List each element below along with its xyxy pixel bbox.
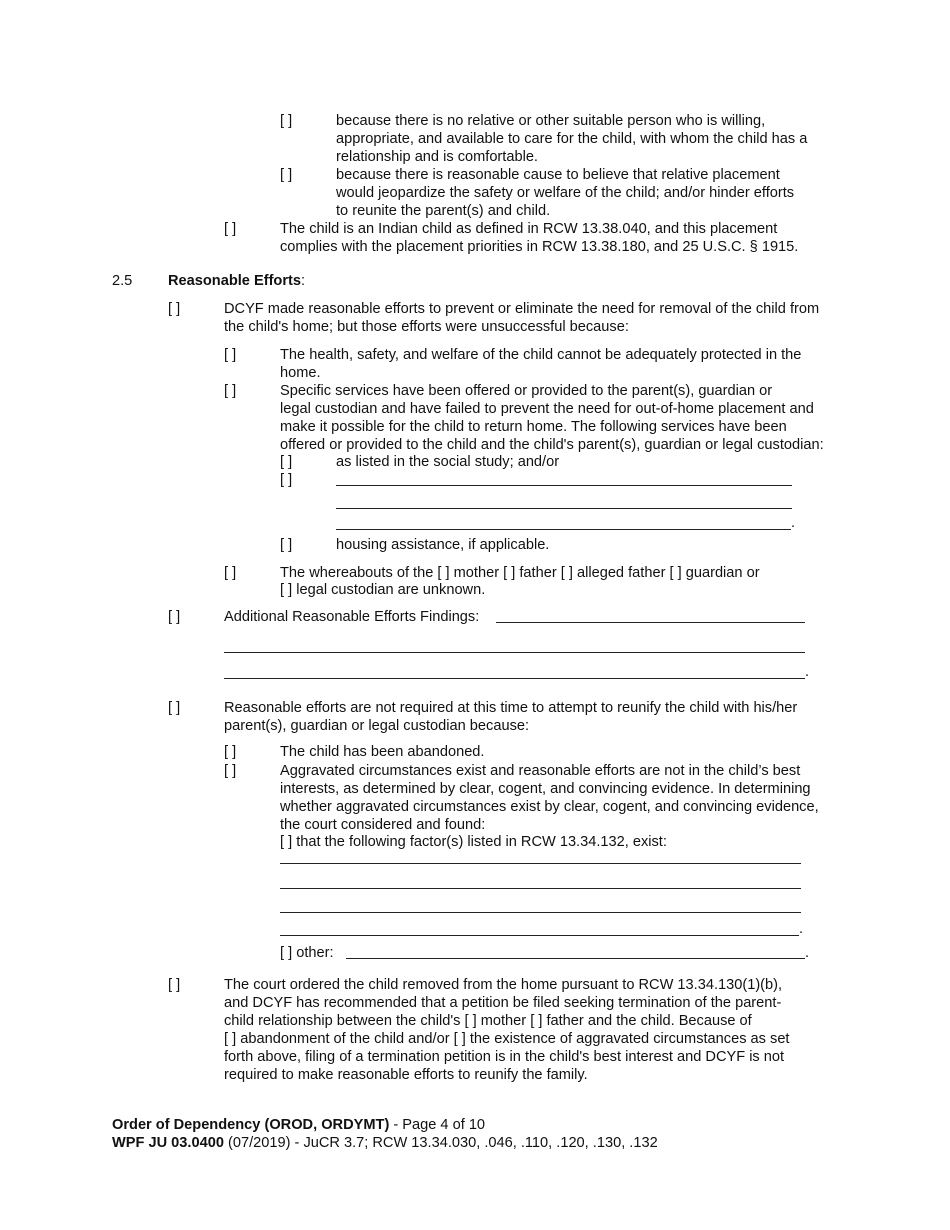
checkbox-whereabouts[interactable]: [ ] xyxy=(224,565,237,581)
footer-citation: WPF JU 03.0400 (07/2019) - JuCR 3.7; RCW 13.34.030, .046, .110, .120, .130, .132 xyxy=(112,1135,658,1151)
checkbox-no-relative[interactable]: [ ] xyxy=(280,113,293,129)
factors-line-4[interactable] xyxy=(280,935,799,936)
checkbox-termination-mother[interactable]: [ ] xyxy=(464,1013,477,1029)
checkbox-termination-aggravated[interactable]: [ ] xyxy=(453,1031,466,1047)
other-services-period: . xyxy=(791,515,796,531)
footer-title: Order of Dependency (OROD, ORDYMT) - Page 4 of 10 xyxy=(112,1117,486,1133)
section-number: 2.5 xyxy=(112,273,133,289)
section-title: Reasonable Efforts: xyxy=(168,273,306,289)
additional-findings-line-1[interactable] xyxy=(496,622,805,623)
checkbox-factors[interactable]: [ ] xyxy=(280,834,293,850)
checkbox-specific-services[interactable]: [ ] xyxy=(224,383,237,399)
other-period: . xyxy=(805,945,810,961)
checkbox-abandoned[interactable]: [ ] xyxy=(224,744,237,760)
checkbox-whereabouts-mother[interactable]: [ ] xyxy=(437,565,450,581)
reasonable-cause-text: because there is reasonable cause to believe that relative placement would jeopardize the safety or welfare of the child; and/or hinder efforts to reunite the parent(s) and child. xyxy=(336,167,795,219)
other-services-line-3[interactable] xyxy=(336,529,791,530)
other-line[interactable] xyxy=(346,958,805,959)
checkbox-housing[interactable]: [ ] xyxy=(280,537,293,553)
whereabouts-line-2: [ ] legal custodian are unknown. xyxy=(280,582,486,598)
housing-text: housing assistance, if applicable. xyxy=(336,537,550,553)
specific-services-text: Specific services have been offered or provided to the parent(s), guardian or legal custodian and have failed to prevent the need for out-of-home placement and make it possible for the child to return home. The following services have been offered or provided to the child and the child's parent(s), guardian or legal custodian: xyxy=(280,383,824,453)
social-study-text: as listed in the social study; and/or xyxy=(336,454,560,470)
other-services-line-2[interactable] xyxy=(336,508,792,509)
checkbox-indian-child[interactable]: [ ] xyxy=(224,221,237,237)
factors-line-1[interactable] xyxy=(280,863,801,864)
checkbox-other[interactable]: [ ] xyxy=(280,945,293,961)
additional-findings-line-2[interactable] xyxy=(224,652,805,653)
factors-line-2[interactable] xyxy=(280,888,801,889)
whereabouts-line-1: The whereabouts of the [ ] mother [ ] father [ ] alleged father [ ] guardian or xyxy=(280,565,760,581)
factors-line-3[interactable] xyxy=(280,912,801,913)
checkbox-health-safety[interactable]: [ ] xyxy=(224,347,237,363)
abandoned-text: The child has been abandoned. xyxy=(280,744,485,760)
factors-period: . xyxy=(799,921,804,937)
not-required-text: Reasonable efforts are not required at this time to attempt to reunify the child with his/her parent(s), guardian or legal custodian because: xyxy=(224,700,798,734)
checkbox-termination-abandonment[interactable]: [ ] xyxy=(224,1031,237,1047)
additional-findings-period: . xyxy=(805,664,810,680)
checkbox-whereabouts-guardian[interactable]: [ ] xyxy=(669,565,682,581)
termination-text: The court ordered the child removed from the home pursuant to RCW 13.34.130(1)(b), and DCYF has recommended that a petition be filed seeking termination of the parent- child relationship between the child's [ ] mother [ ] father and the child. Because of [ ] abandonment of the child and/or [ ] the existence of aggravated circumstances as set forth above, filing of a termination petition is in the child's best interest and DCYF is not required to make reasonable efforts to reunify the family. xyxy=(224,977,790,1083)
indian-child-text: The child is an Indian child as defined in RCW 13.38.040, and this placement complies with the placement priorities in RCW 13.38.180, and 25 U.S.C. § 1915. xyxy=(280,221,799,255)
dcyf-made-efforts-text: DCYF made reasonable efforts to prevent or eliminate the need for removal of the child from the child's home; but those efforts were unsuccessful because: xyxy=(224,301,820,335)
checkbox-social-study[interactable]: [ ] xyxy=(280,454,293,470)
checkbox-termination[interactable]: [ ] xyxy=(168,977,181,993)
checkbox-aggravated[interactable]: [ ] xyxy=(224,763,237,779)
no-relative-text: because there is no relative or other suitable person who is willing, appropriate, and available to care for the child, with whom the child has a relationship and is comfortable. xyxy=(336,113,808,165)
aggravated-text: Aggravated circumstances exist and reasonable efforts are not in the child’s best interests, as determined by clear, cogent, and convincing evidence. In determining whether aggravated circumstances exist by clear, cogent, and convincing evidence, the court considered and found: xyxy=(280,763,819,833)
checkbox-whereabouts-legal-custodian[interactable]: [ ] xyxy=(280,582,293,598)
checkbox-termination-father[interactable]: [ ] xyxy=(530,1013,543,1029)
additional-findings-line-3[interactable] xyxy=(224,678,805,679)
factors-row: [ ] that the following factor(s) listed in RCW 13.34.132, exist: xyxy=(280,834,667,850)
other-services-line-1[interactable] xyxy=(336,485,792,486)
checkbox-other-services[interactable]: [ ] xyxy=(280,472,293,488)
additional-findings-label: Additional Reasonable Efforts Findings: xyxy=(224,609,480,625)
other-row: [ ] other: xyxy=(280,945,334,961)
checkbox-reasonable-cause[interactable]: [ ] xyxy=(280,167,293,183)
health-safety-text: The health, safety, and welfare of the child cannot be adequately protected in the home. xyxy=(280,347,802,381)
checkbox-additional-findings[interactable]: [ ] xyxy=(168,609,181,625)
checkbox-dcyf-made-efforts[interactable]: [ ] xyxy=(168,301,181,317)
checkbox-not-required[interactable]: [ ] xyxy=(168,700,181,716)
checkbox-whereabouts-father[interactable]: [ ] xyxy=(503,565,516,581)
checkbox-whereabouts-alleged-father[interactable]: [ ] xyxy=(560,565,573,581)
